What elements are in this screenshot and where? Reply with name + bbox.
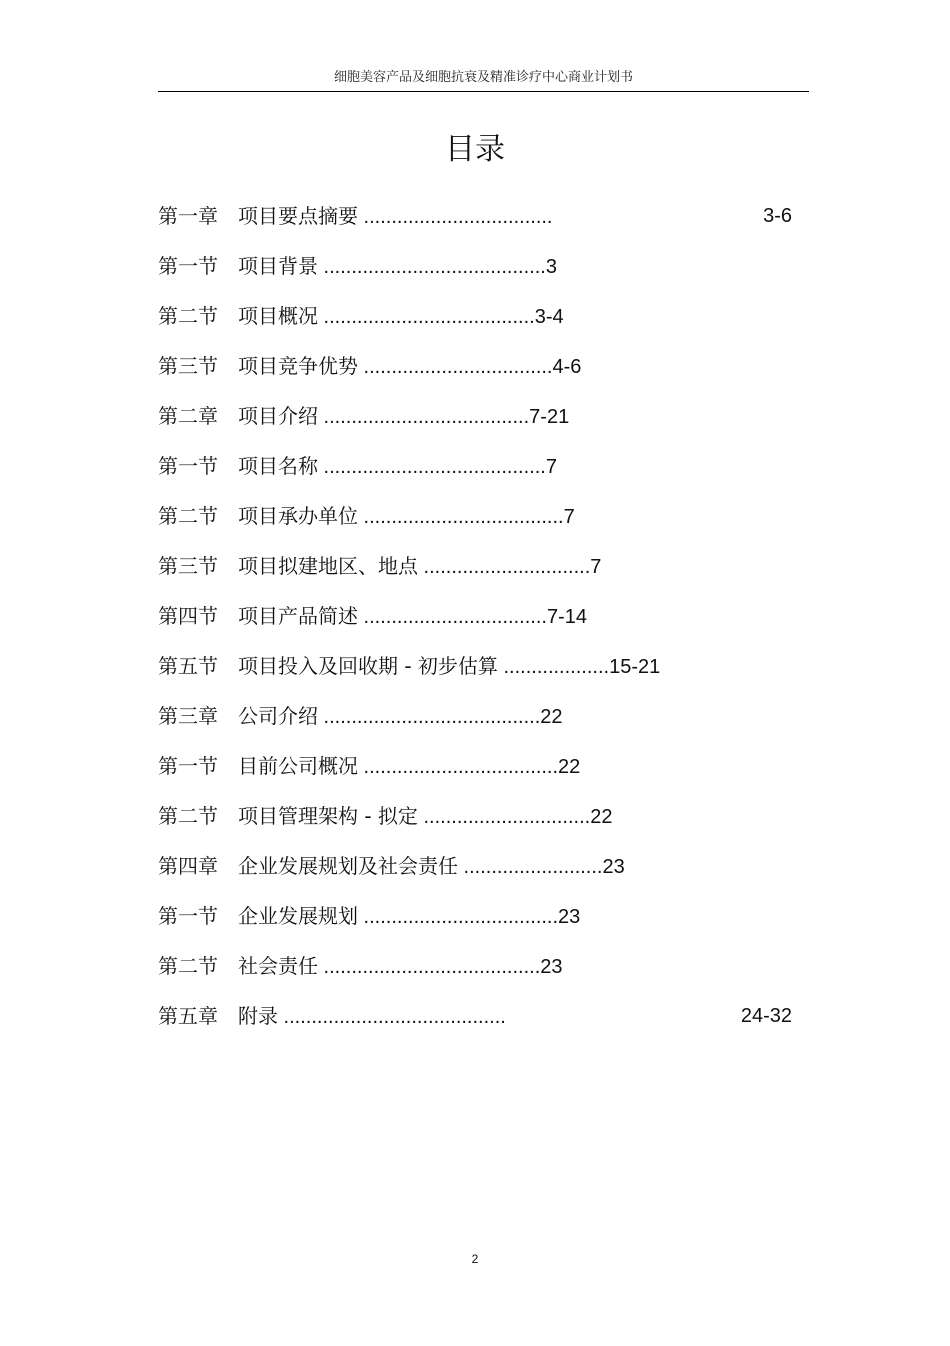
- toc-leader-dots: ...................: [497, 656, 610, 678]
- toc-leader-dots: ..............................: [417, 806, 591, 828]
- toc-entry-page: 24-32: [740, 1005, 792, 1027]
- toc-leader-dots: .......................................: [318, 706, 541, 728]
- toc-entry-title: 项目要点摘要: [238, 204, 358, 228]
- toc-entry-number: 第三节: [158, 354, 218, 378]
- toc-leader-dots: .....................................: [318, 406, 530, 428]
- toc-leader-dots: ...................................: [358, 906, 559, 928]
- toc-entry-title: 项目承办单位: [238, 504, 358, 528]
- toc-entry-page: 7-21: [529, 406, 570, 428]
- toc-entry-number: 第二节: [158, 804, 218, 828]
- toc-entry-number: 第二节: [158, 504, 218, 528]
- toc-leader-dots: ........................................: [318, 256, 546, 278]
- toc-entry-page: 3: [545, 256, 557, 278]
- toc-entry-page: 3-4: [534, 306, 564, 328]
- toc-entry[interactable]: [158, 201, 798, 231]
- toc-leader-dots: ........................................: [318, 456, 546, 478]
- toc-entry-page: 4-6: [552, 356, 582, 378]
- toc-entry-number: 第一章: [158, 204, 218, 228]
- toc-leader-dots: ..................................: [358, 356, 553, 378]
- toc-entry[interactable]: [158, 451, 798, 481]
- toc-entry-title: 项目介绍: [238, 404, 318, 428]
- toc-entry[interactable]: [158, 501, 798, 531]
- toc-entry-number: 第二节: [158, 954, 218, 978]
- toc-entry-number: 第二节: [158, 304, 218, 328]
- toc-leader-dots: ..................................: [358, 206, 553, 228]
- toc-entry-title: 项目投入及回收期 - 初步估算: [238, 654, 498, 678]
- toc-entry-page: 23: [540, 956, 563, 978]
- toc-entry[interactable]: [158, 701, 798, 731]
- toc-entry-title: 项目管理架构 - 拟定: [238, 804, 418, 828]
- toc-entry-page: 7-14: [546, 606, 587, 628]
- toc-entry-title: 目前公司概况: [238, 754, 358, 778]
- toc-entry[interactable]: [158, 551, 798, 581]
- toc-entry[interactable]: [158, 601, 798, 631]
- toc-entry-page: 15-21: [609, 656, 661, 678]
- toc-entry[interactable]: [158, 901, 798, 931]
- toc-entry[interactable]: [158, 851, 798, 881]
- toc-entry-page: 7: [590, 556, 602, 578]
- toc-entry-page: 22: [540, 706, 563, 728]
- toc-entry-page: 23: [558, 906, 581, 928]
- toc-entry[interactable]: [158, 751, 798, 781]
- toc-entry-number: 第五节: [158, 654, 218, 678]
- toc-entry-title: 项目名称: [238, 454, 318, 478]
- toc-entry[interactable]: [158, 351, 798, 381]
- toc-entry-page: 7: [563, 506, 575, 528]
- toc-entry-title: 项目竞争优势: [238, 354, 358, 378]
- toc-entry-page: 22: [590, 806, 613, 828]
- toc-entry-page: 7: [545, 456, 557, 478]
- toc-entry[interactable]: [158, 801, 798, 831]
- toc-entry-number: 第一节: [158, 904, 218, 928]
- toc-leader-dots: ........................................: [278, 1006, 506, 1028]
- toc-entry-number: 第一节: [158, 454, 218, 478]
- toc-entry[interactable]: [158, 651, 798, 681]
- toc-entry[interactable]: [158, 951, 798, 981]
- toc-entry[interactable]: [158, 301, 798, 331]
- toc-entry-title: 项目背景: [238, 254, 318, 278]
- toc-entry-title: 项目产品简述: [238, 604, 358, 628]
- toc-entry-number: 第四章: [158, 854, 218, 878]
- toc-entry-page: 23: [602, 856, 625, 878]
- running-header: 细胞美容产品及细胞抗衰及精准诊疗中心商业计划书: [333, 70, 633, 85]
- toc-entry-number: 第一节: [158, 754, 218, 778]
- toc-entry-title: 社会责任: [238, 954, 318, 978]
- toc-entry-title: 企业发展规划: [238, 904, 358, 928]
- toc-leader-dots: ..............................: [418, 556, 591, 578]
- toc-entry-number: 第一节: [158, 254, 218, 278]
- toc-leader-dots: ......................................: [318, 306, 535, 328]
- toc-entry-number: 第三章: [158, 704, 218, 728]
- toc-leader-dots: .......................................: [318, 956, 541, 978]
- toc-entry-number: 第三节: [158, 554, 218, 578]
- page-number: 2: [471, 1252, 479, 1266]
- toc-entry-number: 第四节: [158, 604, 218, 628]
- toc-entry-title: 项目概况: [238, 304, 318, 328]
- toc-entry-title: 附录: [238, 1004, 278, 1028]
- toc-leader-dots: .........................: [458, 856, 603, 878]
- page-title: 目录: [445, 132, 505, 167]
- toc-entry[interactable]: [158, 401, 798, 431]
- toc-entry-title: 公司介绍: [238, 704, 318, 728]
- toc-entry[interactable]: [158, 251, 798, 281]
- toc-entry-page: 3-6: [763, 205, 792, 227]
- toc-entry-number: 第五章: [158, 1004, 218, 1028]
- toc-leader-dots: .................................: [358, 606, 547, 628]
- toc-entry-title: 企业发展规划及社会责任: [238, 854, 458, 878]
- toc-entry-title: 项目拟建地区、地点: [238, 554, 418, 578]
- toc-entry-number: 第二章: [158, 404, 218, 428]
- toc-entry-page: 22: [558, 756, 581, 778]
- toc-leader-dots: ....................................: [358, 506, 564, 528]
- toc-leader-dots: ...................................: [358, 756, 559, 778]
- toc-entry[interactable]: [158, 1001, 798, 1031]
